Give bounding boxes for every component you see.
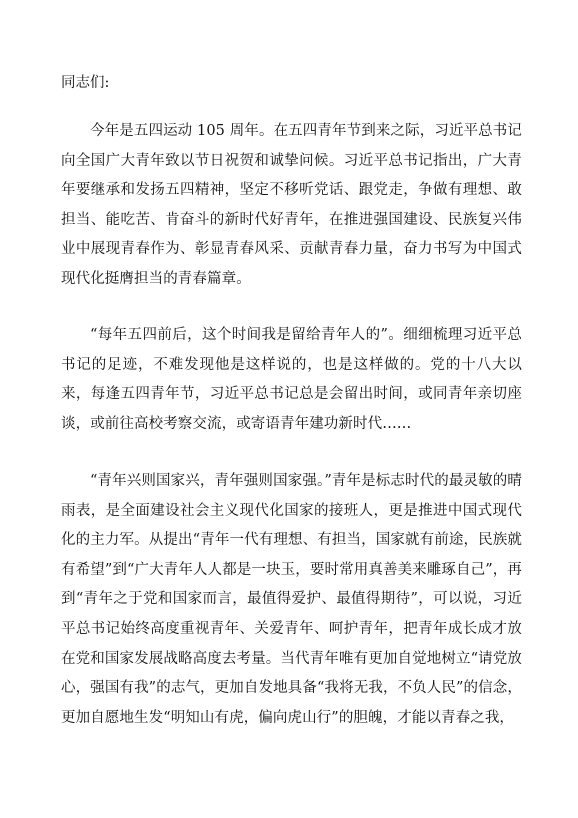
paragraph-2: “每年五四前后，这个时间我是留给青年人的”。细细梳理习近平总书记的足迹，不难发现他是这样说的，也是这样做的。党的十八大以来，每逢五四青年节，习近平总书记总是会留出时间，或同青年亲切座谈，或前往高校考察交流，或寄语青年建功新时代……: [61, 327, 522, 432]
paragraph-3: “青年兴则国家兴，青年强则国家强。”青年是标志时代的最灵敏的晴雨表，是全面建设社会主义现代化国家的接班人，更是推进中国式现代化的主力军。从提出“青年一代有理想、有担当，国家就有前途，民族就有希望”到“广大青年人人都是一块玉，要时常用真善美来雕琢自己”，再到“青年之于党和国家而言，最值得爱护、最值得期待”，可以说，习近平总书记始终高度重视青年、关爱青年、呵护青年，把青年成长成才放在党和国家发展战略高度去考量。当代青年唯有更加自觉地树立“请党放心，强国有我”的志气，更加自发地具备“我将无我，不负人民”的信念，更加自愿地生发“明知山有虎，偏向虎山行”的胆魄，才能以青春之我，: [61, 473, 522, 726]
salutation: 同志们:: [61, 75, 110, 91]
paragraph-1: 今年是五四运动 105 周年。在五四青年节到来之际，习近平总书记向全国广大青年致以节日祝贺和诚挚问候。习近平总书记指出，广大青年要继承和发扬五四精神，坚定不移听党话、跟党走，争做有理想、敢担当、能吃苦、肯奋斗的新时代好青年，在推进强国建设、民族复兴伟业中展现青春作为、彰显青春风采、贡献青春力量，奋力书写为中国式现代化挺膺担当的青春篇章。: [61, 123, 522, 287]
